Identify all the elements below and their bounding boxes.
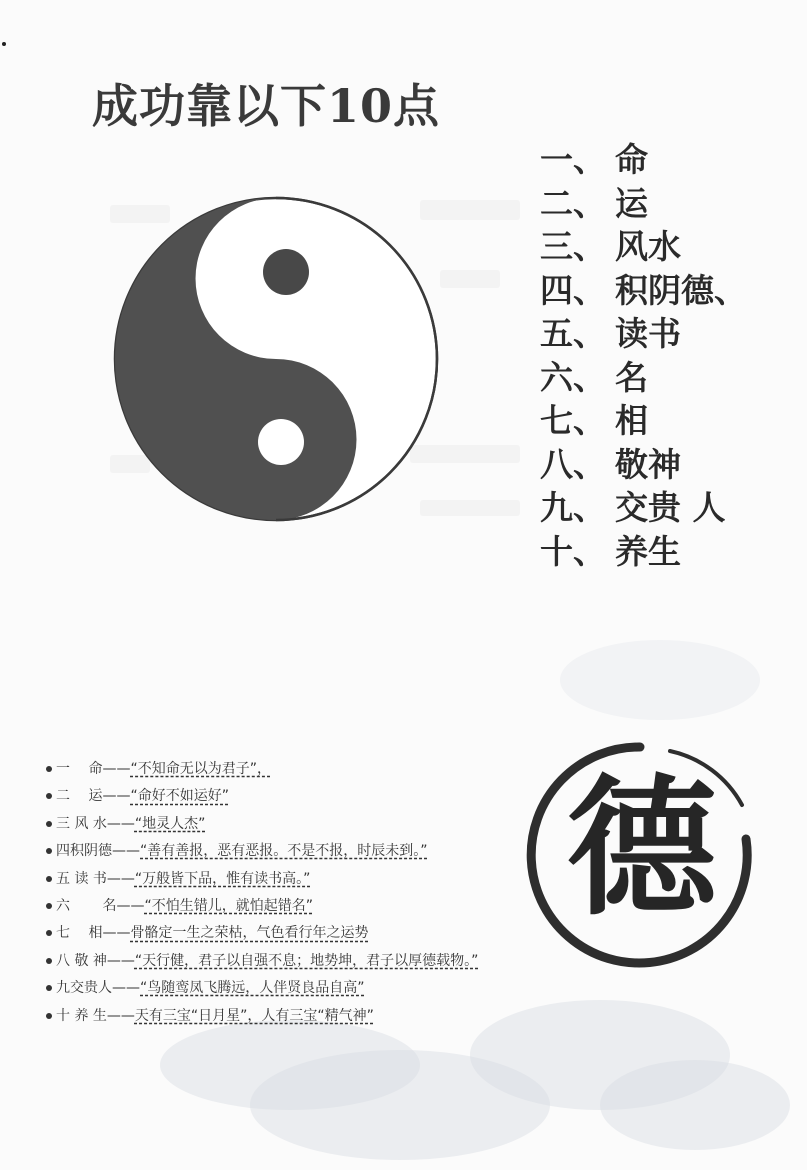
point-label: 运 [615, 183, 648, 223]
bullet-icon [46, 985, 52, 991]
point-label: 积阴德、 [615, 270, 747, 310]
bullet-icon [46, 1013, 52, 1019]
detail-row: 十 养 生——天有三宝“日月星”，人有三宝“精气神” [46, 1003, 478, 1030]
cloud-decoration [600, 1060, 790, 1150]
details-list [46, 756, 478, 1030]
detail-row: 八 敬 神——“天行健，君子以自强不息；地势坤，君子以厚德载物。” [46, 948, 478, 975]
point-label: 命 [615, 140, 648, 179]
point-item: 七、 相 [540, 401, 648, 440]
point-item: 三、 风水 [540, 227, 681, 266]
point-item: 八、 敬神 [540, 444, 681, 484]
bullet-icon [46, 876, 52, 882]
detail-row: 四积阴德——“善有善报，恶有恶报。不是不报，时辰未到。” [46, 838, 478, 865]
de-seal-icon [520, 735, 760, 975]
detail-row: 六 名——“不怕生错儿，就怕起错名” [46, 893, 478, 920]
bullet-icon [46, 903, 52, 909]
detail-row: 九交贵人——“鸟随鸾凤飞腾远，人伴贤良品自高” [46, 975, 478, 1002]
detail-row: 一 命——“不知命无以为君子”， [46, 756, 478, 783]
detail-row: 五 读 书——“万般皆下品，惟有读书高。” [46, 866, 478, 893]
point-item: 九、 交贵 人 [540, 488, 726, 527]
bullet-icon [46, 958, 52, 964]
point-label: 风水 [615, 227, 681, 266]
detail-row: 三 风 水——“地灵人杰” [46, 811, 478, 838]
point-label: 读书 [615, 314, 681, 353]
bullet-icon [46, 821, 52, 827]
point-label: 交贵 人 [615, 488, 726, 527]
point-label: 名 [615, 357, 648, 397]
point-item: 十、 养生 [540, 531, 681, 571]
bullet-icon [46, 930, 52, 936]
detail-row: 二 运——“命好不如运好” [46, 783, 478, 810]
point-label: 相 [615, 401, 648, 440]
detail-row: 七 相——骨骼定一生之荣枯，气色看行年之运势 [46, 920, 478, 947]
ten-points-list [540, 138, 747, 573]
bullet-icon [46, 793, 52, 799]
scan-speck [2, 42, 6, 46]
point-item: 五、 读书 [540, 314, 681, 353]
point-label: 养生 [615, 531, 681, 571]
cloud-decoration [560, 640, 760, 720]
seal-character: 德 [566, 760, 718, 936]
point-item: 六、 名 [540, 357, 648, 397]
point-item: 四、 积阴德、 [540, 270, 747, 310]
point-item: 二、 运 [540, 183, 648, 223]
point-label: 敬神 [615, 444, 681, 484]
point-item: 一、 命 [540, 140, 648, 179]
bullet-icon [46, 766, 52, 772]
bullet-icon [46, 848, 52, 854]
page-title: 成功靠以下10点 [92, 79, 441, 133]
yin-yang-icon [113, 196, 439, 522]
scan-ghost [440, 270, 500, 288]
